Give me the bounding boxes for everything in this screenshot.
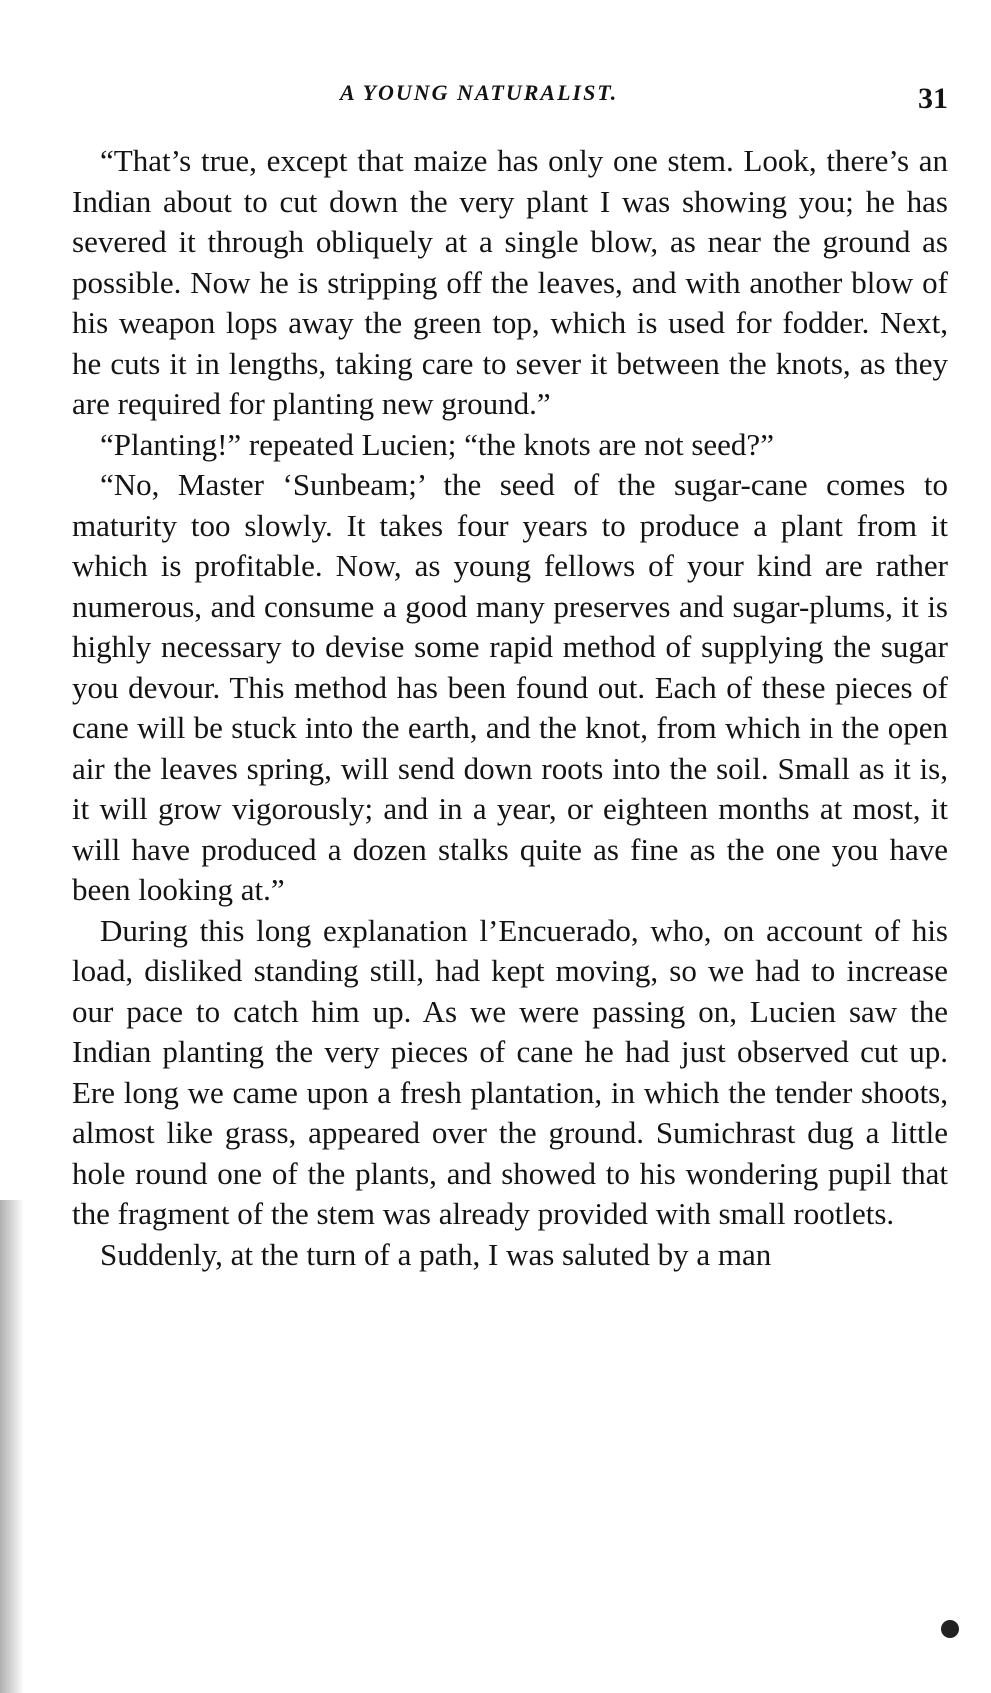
page-number: 31 <box>918 82 948 115</box>
paragraph: “No, Master ‘Sunbeam;’ the seed of the sugar-cane comes to maturity too slowly. It takes four years to produce a plant from it which is profitable. Now, as young fellows of your kind are rather numerous, and consume a good many preserves and sugar-plums, it is highly necessary to devise some rapid method of supplying the sugar you devour. This method has been found out. Each of these pieces of cane will be stuck into the earth, and the knot, from which in the open air the leaves spring, will send down roots into the soil. Small as it is, it will grow vigorously; and in a year, or eighteen months at most, it will have produced a dozen stalks quite as fine as the one you have been looking at.” <box>72 467 948 907</box>
ink-blot <box>941 1620 959 1638</box>
body-text <box>72 141 948 1275</box>
page-header <box>72 80 948 124</box>
paragraph: “That’s true, except that maize has only one stem. Look, there’s an Indian about to cut down the very plant I was showing you; he has severed it through obliquely at a single blow, as near the ground as possible. Now he is stripping off the leaves, and with another blow of his weapon lops away the green top, which is used for fodder. Next, he cuts it in lengths, taking care to sever it between the knots, as they are required for planting new ground.” <box>72 143 948 421</box>
paragraph: Suddenly, at the turn of a path, I was saluted by a man <box>100 1236 772 1272</box>
running-title: A YOUNG NATURALIST. <box>340 80 619 105</box>
page-edge-shadow <box>0 1200 24 1693</box>
paragraph: “Planting!” repeated Lucien; “the knots are not seed?” <box>100 426 774 462</box>
paragraph: During this long explanation l’Encuerado, who, on account of his load, disliked standing still, had kept moving, so we had to increase our pace to catch him up. As we were passing on, Lucien saw the Indian planting the very pieces of cane he had just observed cut up. Ere long we came upon a fresh plantation, in which the tender shoots, almost like grass, appeared over the ground. Sumichrast dug a little hole round one of the plants, and showed to his wondering pupil that the fragment of the stem was already provided with small rootlets. <box>72 912 948 1231</box>
